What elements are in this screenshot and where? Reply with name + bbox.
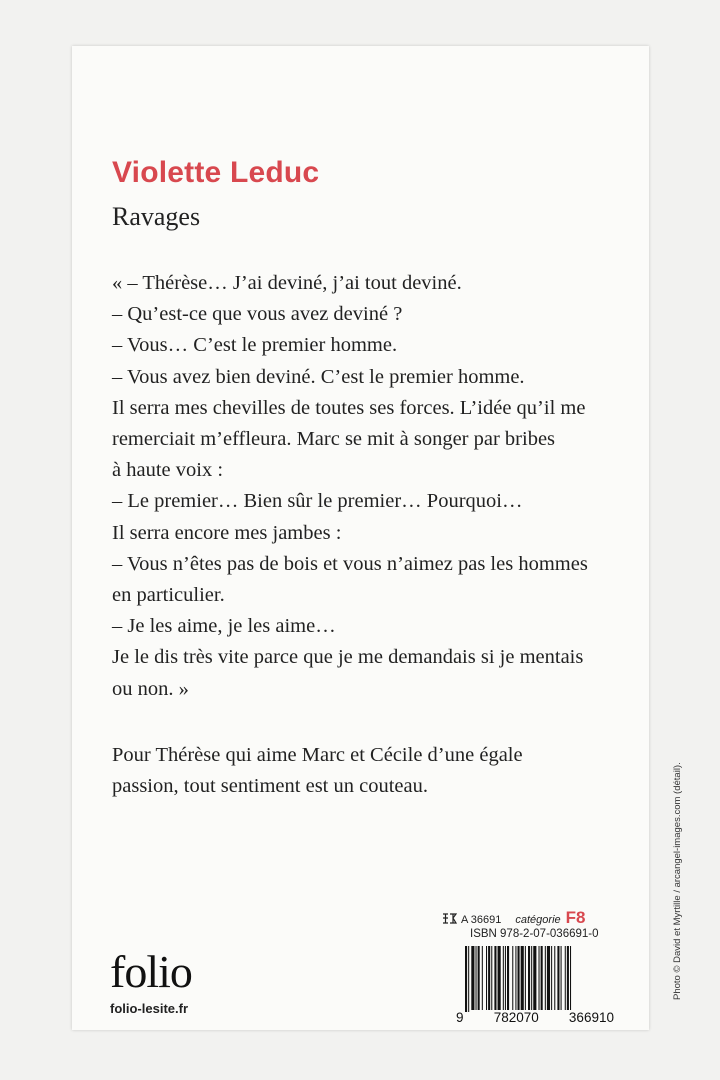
folio-logo: folio [110, 946, 192, 997]
barcode-bar [570, 946, 571, 1012]
barcode-bar [507, 946, 509, 1010]
barcode-bar [505, 946, 506, 1010]
barcode-bar [512, 946, 513, 1010]
barcode-bar [498, 946, 501, 1010]
excerpt-line: – Vous… C’est le premier homme. [112, 334, 398, 357]
barcode-bar [551, 946, 552, 1010]
barcode-bar [518, 946, 520, 1012]
barcode-bar [482, 946, 483, 1010]
blurb-line: Pour Thérèse qui aime Marc et Cécile d’une égale [112, 744, 523, 766]
excerpt-line: Il serra mes chevilles de toutes ses forces. L’idée qu’il me [112, 396, 586, 419]
blurb-line: passion, tout sentiment est un couteau. [112, 775, 428, 798]
price-category-row [442, 908, 585, 928]
barcode-bar [541, 946, 543, 1010]
author-name: Violette Leduc [112, 156, 320, 189]
excerpt-line: – Qu’est-ce que vous avez deviné ? [112, 303, 403, 326]
barcode-bar [554, 946, 555, 1010]
barcode-bar [547, 946, 550, 1010]
barcode-bar [567, 946, 569, 1010]
blurb-text [112, 740, 642, 802]
barcode-digit-group: 366910 [568, 1010, 614, 1025]
barcode-digits [455, 1010, 615, 1025]
category-value: F8 [565, 908, 586, 927]
barcode-bar [515, 946, 516, 1010]
barcode-bar [468, 946, 469, 1012]
website-link[interactable]: folio-lesite.fr [110, 1001, 189, 1016]
barcode-bar [545, 946, 546, 1010]
excerpt-line: à haute voix : [112, 459, 224, 482]
barcode-bar [561, 946, 562, 1010]
barcode-bar [525, 946, 526, 1010]
barcode-bar [565, 946, 566, 1010]
price-code: A 36691 [461, 914, 502, 926]
isbn-text: ISBN 978-2-07-036691-0 [470, 928, 599, 940]
barcode [455, 946, 615, 1026]
excerpt-line: ou non. » [112, 677, 189, 700]
barcode-bar [531, 946, 532, 1010]
barcode-bar [476, 946, 477, 1010]
category-label: catégorie [515, 914, 561, 926]
barcode-bar [494, 946, 496, 1010]
barcode-bar [503, 946, 504, 1010]
excerpt-line: « – Thérèse… J’ai deviné, j’ai tout deviné. [112, 272, 462, 294]
barcode-bars [455, 946, 615, 1012]
excerpt-line: – Je les aime, je les aime… [112, 615, 336, 638]
book-title: Ravages [112, 202, 201, 231]
barcode-digit-group: 782070 [493, 1010, 539, 1025]
barcode-bar [478, 946, 480, 1010]
barcode-bar [465, 946, 467, 1012]
excerpt-line: – Vous avez bien deviné. C’est le premier homme. [112, 365, 525, 388]
barcode-bar [533, 946, 536, 1010]
excerpt-text [112, 268, 642, 705]
barcode-bar [528, 946, 530, 1010]
barcode-digit-group: 9 [456, 1010, 464, 1025]
book-back-cover [72, 46, 649, 1030]
barcode-bar [486, 946, 487, 1010]
excerpt-line: remerciait m’effleura. Marc se mit à songer par bribes [112, 428, 556, 451]
photo-credit: Photo © David et Myrtille / arcangel-images.com (détail). [672, 762, 683, 1000]
barcode-bar [471, 946, 474, 1010]
excerpt-line: Il serra encore mes jambes : [112, 521, 342, 544]
barcode-bar [521, 946, 524, 1010]
barcode-bar [539, 946, 540, 1010]
barcode-bar [491, 946, 492, 1010]
excerpt-line: en particulier. [112, 584, 225, 607]
excerpt-line: Je le dis très vite parce que je me demandais si je mentais [112, 646, 584, 669]
excerpt-line: – Vous n’êtes pas de bois et vous n’aimez pas les hommes [112, 552, 588, 575]
price-symbol-icon [442, 912, 457, 924]
excerpt-line: – Le premier… Bien sûr le premier… Pourquoi… [112, 490, 523, 513]
barcode-bar [488, 946, 490, 1010]
barcode-bar [557, 946, 559, 1010]
